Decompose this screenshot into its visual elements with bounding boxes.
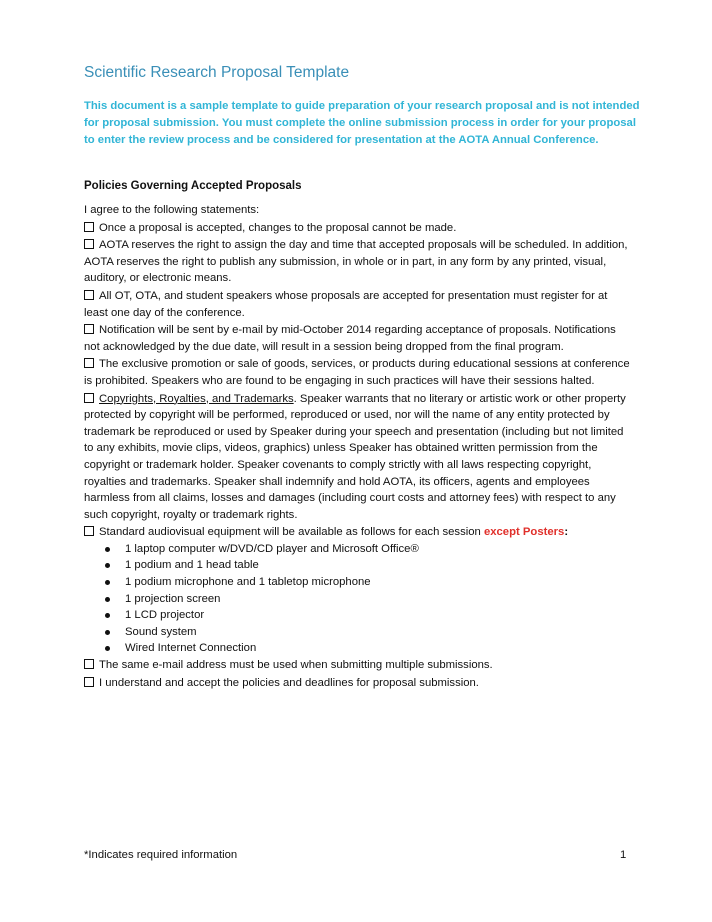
- statement-item: I understand and accept the policies and deadlines for proposal submission.: [84, 675, 634, 692]
- list-item: 1 laptop computer w/DVD/CD player and Microsoft Office®: [84, 541, 634, 558]
- checkbox-icon[interactable]: [84, 659, 94, 669]
- checkbox-icon[interactable]: [84, 290, 94, 300]
- bullet-icon: [105, 563, 110, 568]
- copyright-statement: [84, 391, 634, 524]
- statement-item: AOTA reserves the right to assign the day and time that accepted proposals will be scheduled. In addition, AOTA reserves the right to publish any submission, in whole or in part, in any form by any printed, visual, auditory, or electronic means.: [84, 239, 628, 285]
- page-number: 1: [620, 849, 627, 861]
- statement-item: Once a proposal is accepted, changes to the proposal cannot be made.: [84, 220, 634, 237]
- equipment-statement: Standard audiovisual equipment will be available as follows for each session except Posters:: [84, 524, 634, 541]
- bullet-icon: [105, 646, 110, 651]
- agree-line: I agree to the following statements:: [84, 204, 260, 216]
- list-item: 1 podium microphone and 1 tabletop microphone: [84, 574, 634, 591]
- page-title: Scientific Research Proposal Template: [84, 64, 350, 81]
- checkbox-icon[interactable]: [84, 324, 94, 334]
- list-item: Sound system: [84, 624, 634, 641]
- list-item: Wired Internet Connection: [84, 640, 634, 657]
- checkbox-icon[interactable]: [84, 526, 94, 536]
- except-posters: except Posters: [483, 526, 565, 539]
- checkbox-icon[interactable]: [84, 222, 94, 232]
- checkbox-icon[interactable]: [84, 358, 94, 368]
- bullet-icon: [105, 613, 110, 618]
- bullet-icon: [105, 630, 110, 635]
- checkbox-icon[interactable]: [84, 677, 94, 687]
- checkbox-icon[interactable]: [84, 239, 94, 249]
- policy-body: [84, 202, 634, 692]
- equipment-list: [84, 541, 634, 657]
- bullet-icon: [105, 597, 110, 602]
- list-item: 1 LCD projector: [84, 607, 634, 624]
- checkbox-icon[interactable]: [84, 393, 94, 403]
- intro-text: This document is a sample template to guide preparation of your research proposal and is not intended for proposal submission. You must complete the online submission process in order for your proposal to enter the review process and be considered for presentation at the AOTA Annual Conference.: [84, 100, 640, 146]
- statement-item: All OT, OTA, and student speakers whose proposals are accepted for presentation must register for at least one day of the conference.: [84, 289, 608, 319]
- bullet-icon: [105, 547, 110, 552]
- statement-item: The same e-mail address must be used when submitting multiple submissions.: [84, 657, 634, 674]
- footer-note: *Indicates required information: [84, 849, 238, 861]
- copyright-text: . Speaker warrants that no literary or artistic work or other property protected by copyright will be performed, reproduced or used, nor will the name of any entity protected by trademark be reproduced or used by Speaker during your speech and presentation (including but not limited to any exhibits, movie clips, videos, graphics) unless Speaker has obtained written permission from the copyright or trademark holder. Speaker covenants to comply strictly with all laws respecting copyright, royalties and trademarks. Speaker shall indemnify and hold AOTA, its officers, agents and employees harmless from all claims, losses and damages (including court costs and attorney fees) with respect to any such copyright, royalty or trademark rights.: [84, 392, 626, 521]
- section-heading: Policies Governing Accepted Proposals: [84, 180, 302, 192]
- copyright-heading: Copyrights, Royalties, and Trademarks: [99, 392, 294, 405]
- list-item: 1 podium and 1 head table: [84, 557, 634, 574]
- statement-item: Notification will be sent by e-mail by mid-October 2014 regarding acceptance of proposals. Notifications not acknowledged by the due date, will result in a session being dropped from the final program.: [84, 324, 616, 353]
- statement-item: The exclusive promotion or sale of goods, services, or products during educational sessions at conference is prohibited. Speakers who are found to be engaging in such practices will have their sessions halted.: [84, 358, 630, 387]
- bullet-icon: [105, 580, 110, 585]
- list-item: 1 projection screen: [84, 591, 634, 608]
